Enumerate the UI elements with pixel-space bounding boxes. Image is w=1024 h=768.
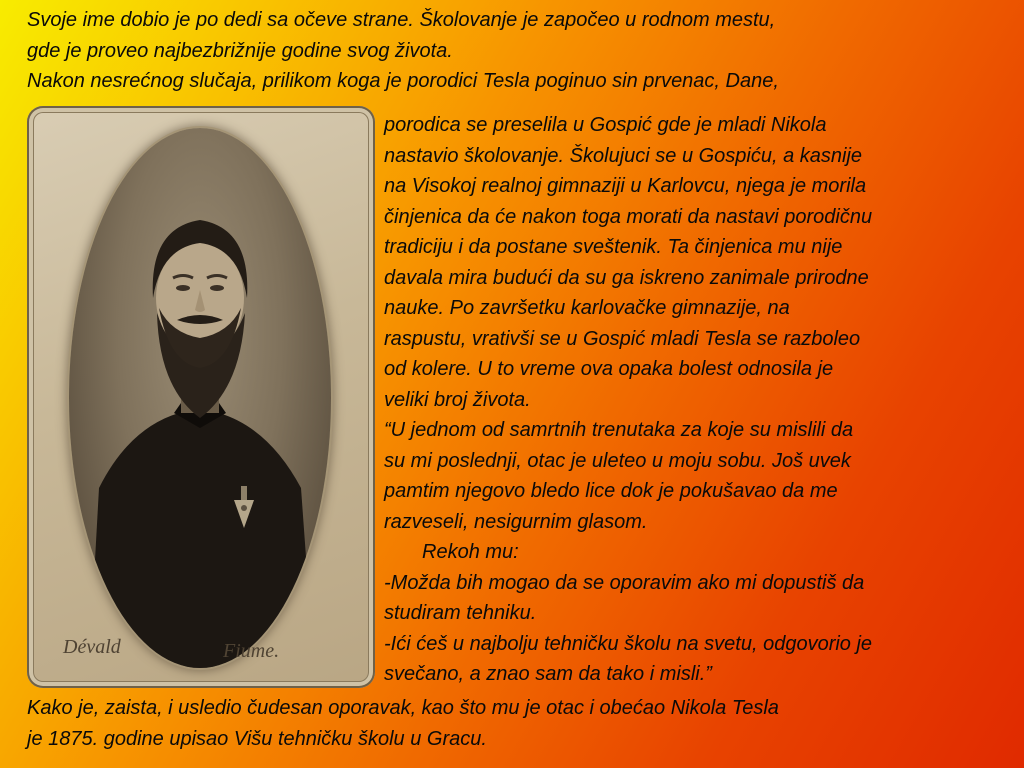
closing-text (27, 693, 779, 754)
story-line: veliki broj života. (384, 388, 531, 411)
intro-line: gde je proveo najbezbrižnije godine svog života. (27, 39, 453, 62)
story-text (384, 110, 872, 690)
quote-line: razveseli, nesigurnim glasom. (384, 510, 648, 533)
quote-line: “U jednom od samrtnih trenutaka za koje su mislili da (384, 419, 854, 441)
quote-line: -Možda bih mogao da se oporavim ako mi dopustiš da (384, 571, 865, 594)
intro-text (27, 5, 779, 97)
quote-line: -Ići ćeš u najbolju tehničku školu na svetu, odgovorio je (384, 632, 873, 655)
story-line: raspustu, vrativši se u Gospić mladi Tesla se razboleo (384, 327, 861, 350)
story-line: na Visokoj realnoj gimnaziji u Karlovcu, njega je morila (384, 175, 867, 197)
quote-line: Rekoh mu: (422, 541, 519, 563)
story-line: porodica se preselila u Gospić gde je mladi Nikola (384, 114, 827, 136)
story-line: nauke. Po završetku karlovačke gimnazije, na (384, 297, 790, 319)
photo-stamp-left: Dévald (63, 636, 121, 658)
quote-line: pamtim njegovo bledo lice dok je pokušavao da me (384, 480, 838, 502)
closing-line: je 1875. godine upisao Višu tehničku školu u Gracu. (27, 727, 487, 750)
quote-line: svečano, a znao sam da tako i misli.” (384, 663, 712, 685)
portrait-image (69, 128, 331, 668)
story-line: davala mira budući da su ga iskreno zanimale prirodne (384, 266, 869, 289)
story-line: činjenica da će nakon toga morati da nastavi porodičnu (384, 205, 873, 228)
intro-line: Svoje ime dobio je po dedi sa očeve strane. Školovanje je započeo u rodnom mestu, (27, 9, 776, 31)
intro-line: Nakon nesrećnog slučaja, prilikom koga je porodici Tesla poginuo sin prvenac, Dane, (27, 70, 779, 92)
photo-stamp-right: Fiume. (223, 640, 280, 662)
portrait-oval (69, 128, 331, 668)
story-line: nastavio školovanje. Školujuci se u Gospiću, a kasnije (384, 144, 863, 167)
story-line: tradiciju i da postane sveštenik. Ta činjenica mu nije (384, 236, 843, 258)
father-portrait-photo (27, 106, 375, 688)
closing-line: Kako je, zaista, i usledio čudesan oporavak, kao što mu je otac i obećao Nikola Tesla (27, 697, 779, 719)
quote-line: su mi poslednji, otac je uleteo u moju sobu. Još uvek (384, 449, 851, 472)
quote-line: studiram tehniku. (384, 602, 537, 624)
story-line: od kolere. U to vreme ova opaka bolest odnosila je (384, 358, 834, 380)
